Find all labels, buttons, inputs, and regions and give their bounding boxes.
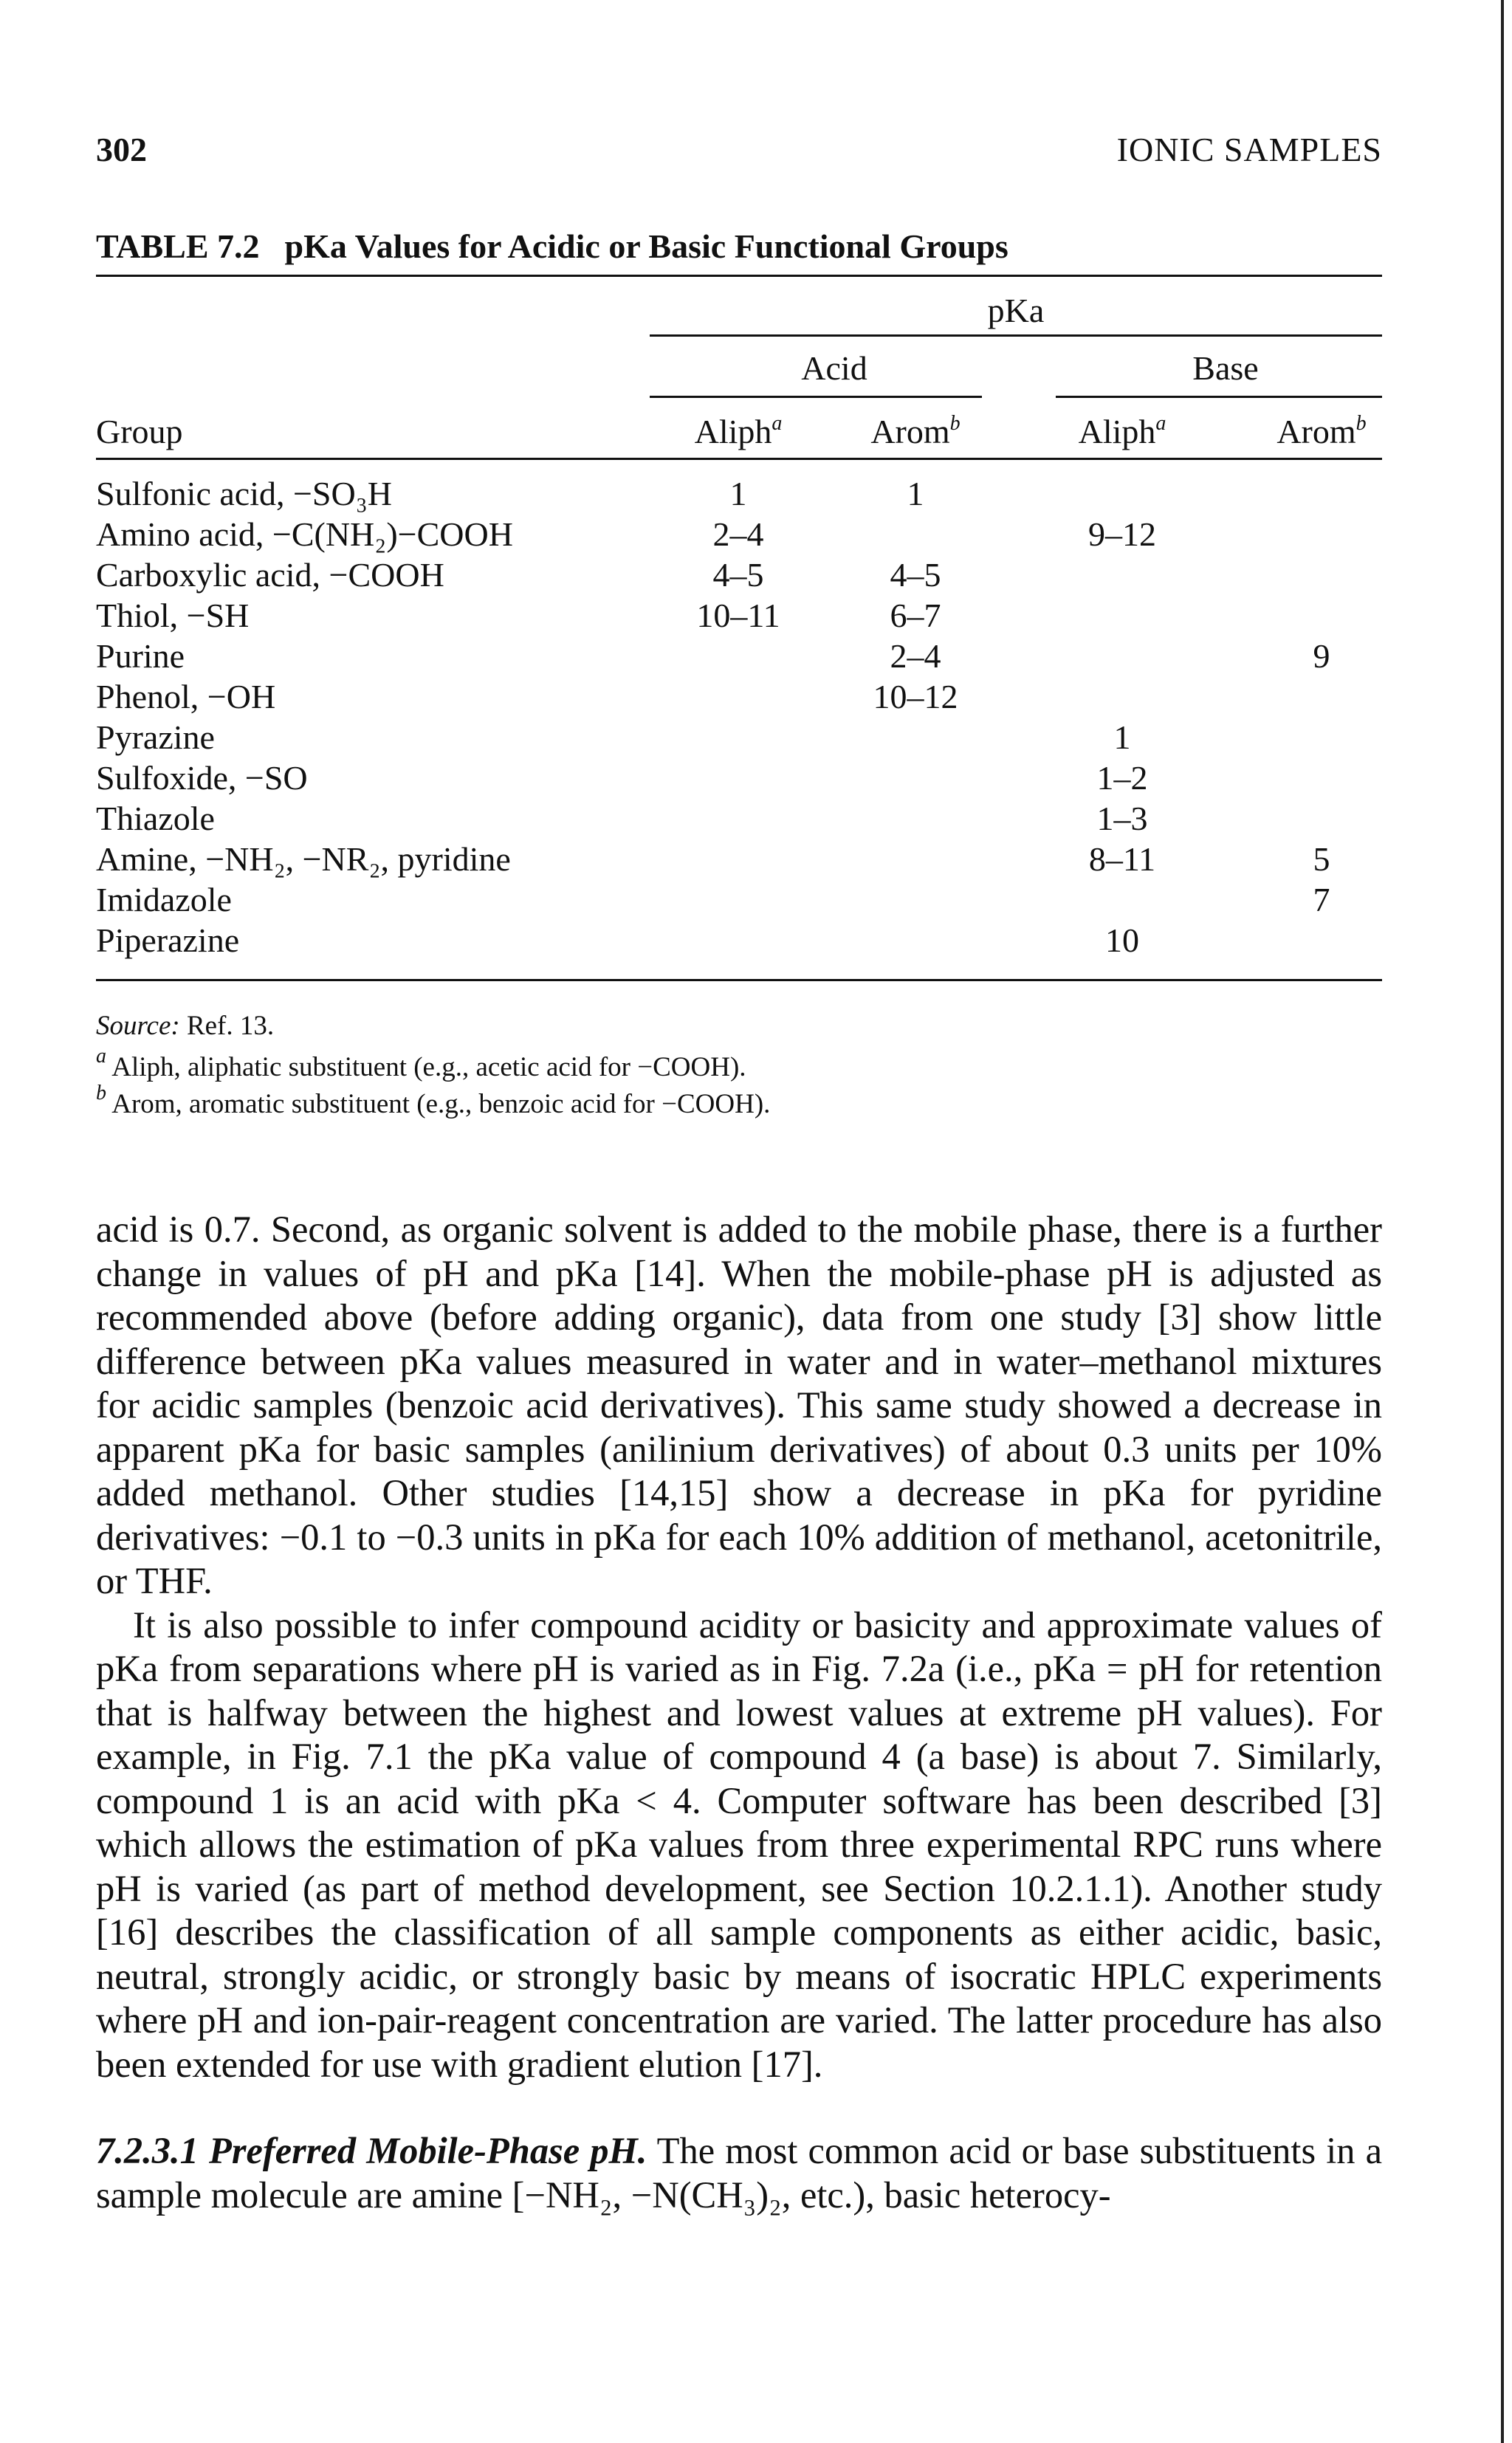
- footnote-b: $^b$ Arom, aromatic substituent (e.g., benzoic acid for −COOH).: [96, 1082, 771, 1119]
- row-group: Sulfoxide, −SO: [96, 759, 308, 797]
- row-base-arom: [1255, 920, 1388, 961]
- row-base-arom: [1255, 473, 1388, 515]
- row-base-aliph: [1056, 636, 1189, 677]
- acid-spanner-head: Acid: [801, 349, 867, 387]
- row-base-aliph: [1056, 676, 1189, 718]
- row-acid-aliph: [672, 920, 805, 961]
- row-acid-arom: 2–4: [890, 637, 941, 675]
- row-acid-arom: [849, 757, 982, 799]
- row-base-aliph: 8–11: [1088, 840, 1156, 878]
- page-header: [96, 130, 1382, 174]
- row-acid-aliph: 2–4: [712, 515, 764, 553]
- row-group: Sulfonic acid, −SO₃H: [96, 475, 392, 512]
- row-acid-arom: [849, 920, 982, 961]
- page-edge-rule: [1501, 0, 1504, 2443]
- row-base-arom: 5: [1313, 840, 1330, 878]
- acid-aliph-head: Aliph$^a$: [694, 412, 783, 450]
- row-base-arom: [1255, 757, 1388, 799]
- base-spanner-head: Base: [1192, 349, 1259, 387]
- row-acid-arom: [849, 879, 982, 921]
- paragraph: It is also possible to infer compound acidity or basicity and approximate values of pKa from separations where pH is varied as in Fig. 7.2a (i.e., pKa = pH for retention that is halfway between the highest and lowest values at extreme pH values). For example, in Fig. 7.1 the pKa value of compound 4 (a base) is about 7. Similarly, compound 1 is an acid with pKa < 4. Computer software has been described [3] which allows the estimation of pKa values from three experimental RPC runs where pH is varied (as part of method development, see Section 10.2.1.1). Another study [16] describes the classification of all sample components as either acidic, basic, neutral, strongly acidic, or strongly basic by means of isocratic HPLC experiments where pH and ion-pair-reagent concentration are varied. The latter procedure has also been extended for use with gradient elution [17].: [96, 1604, 1382, 2085]
- row-base-aliph: 1–2: [1096, 759, 1148, 797]
- row-acid-arom: [849, 717, 982, 758]
- base-arom-head: Arom$^b$: [1276, 412, 1367, 450]
- table-bottom-rule: [96, 979, 1382, 981]
- row-acid-aliph: [672, 717, 805, 758]
- row-base-aliph: [1056, 473, 1189, 515]
- row-base-arom: [1255, 554, 1388, 596]
- row-base-aliph: 10: [1105, 921, 1139, 959]
- row-base-arom: 9: [1313, 637, 1330, 675]
- row-acid-arom: 4–5: [890, 556, 941, 594]
- row-base-aliph: 1–3: [1096, 800, 1148, 837]
- body-text: [96, 1208, 1382, 2217]
- row-acid-aliph: [672, 676, 805, 718]
- table-title: pKa Values for Acidic or Basic Functional Groups: [284, 227, 1008, 265]
- base-aliph-head: Aliph$^a$: [1078, 412, 1166, 450]
- page-number: 302: [96, 131, 147, 168]
- row-base-arom: 7: [1313, 881, 1330, 918]
- row-base-aliph: [1056, 879, 1189, 921]
- row-acid-aliph: [672, 636, 805, 677]
- row-acid-aliph: 4–5: [712, 556, 764, 594]
- row-acid-arom: 6–7: [890, 597, 941, 634]
- footnote-a: $^a$ Aliph, aliphatic substituent (e.g., acetic acid for −COOH).: [96, 1045, 746, 1082]
- table-source-note: Source: Ref. 13.: [96, 1011, 275, 1041]
- subsection-heading: 7.2.3.1 Preferred Mobile-Phase pH.: [96, 2130, 647, 2171]
- row-group: Amine, −NH₂, −NR₂, pyridine: [96, 840, 511, 878]
- row-group: Purine: [96, 637, 185, 675]
- row-acid-arom: 10–12: [873, 678, 958, 715]
- row-base-arom: [1255, 595, 1388, 636]
- row-acid-aliph: [672, 757, 805, 799]
- row-base-arom: [1255, 676, 1388, 718]
- row-acid-aliph: [672, 798, 805, 839]
- paragraph: acid is 0.7. Second, as organic solvent is added to the mobile phase, there is a further change in values of pH and pKa [14]. When the mobile-phase pH is adjusted as recommended above (before adding organic), data from one study [3] show little difference between pKa values measured in water and in water–methanol mixtures for acidic samples (benzoic acid derivatives). This same study showed a decrease in apparent pKa for basic samples (anilinium derivatives) of about 0.3 units per 10% added methanol. Other studies [14,15] show a decrease in pKa for pyridine derivatives: −0.1 to −0.3 units in pKa for each 10% addition of methanol, acetonitrile, or THF.: [96, 1209, 1382, 1601]
- row-group: Thiol, −SH: [96, 597, 250, 634]
- row-acid-arom: 1: [907, 475, 924, 512]
- paragraph: The most common acid or base substituents in a sample molecule are amine [−NH₂, −N(CH₃)₂, etc.), basic heterocy-: [96, 2130, 1383, 2216]
- row-acid-arom: [849, 798, 982, 839]
- row-base-arom: [1255, 514, 1388, 555]
- table-caption: [96, 227, 1008, 266]
- group-column-head: Group: [96, 413, 183, 450]
- row-base-aliph: [1056, 554, 1189, 596]
- column-head-rule: [96, 458, 1382, 460]
- row-base-aliph: 1: [1113, 718, 1131, 756]
- row-acid-aliph: 1: [729, 475, 747, 512]
- pka-spanner-rule: [650, 334, 1382, 337]
- pka-spanner-head: pKa: [987, 292, 1045, 329]
- row-acid-arom: [849, 514, 982, 555]
- row-group: Phenol, −OH: [96, 678, 276, 715]
- row-acid-arom: [849, 839, 982, 880]
- row-base-aliph: [1056, 595, 1189, 636]
- table-top-rule: [96, 275, 1382, 277]
- subsection-paragraph: [96, 2129, 1382, 2217]
- acid-spanner-rule: [650, 396, 982, 398]
- row-group: Carboxylic acid, −COOH: [96, 556, 444, 594]
- row-acid-aliph: [672, 879, 805, 921]
- row-group: Piperazine: [96, 921, 240, 959]
- row-group: Pyrazine: [96, 718, 215, 756]
- row-base-arom: [1255, 798, 1388, 839]
- row-acid-aliph: 10–11: [696, 597, 780, 634]
- row-group: Thiazole: [96, 800, 215, 837]
- table-label: TABLE 7.2: [96, 227, 260, 265]
- row-group: Amino acid, −C(NH₂)−COOH: [96, 515, 513, 553]
- row-group: Imidazole: [96, 881, 232, 918]
- base-spanner-rule: [1056, 396, 1382, 398]
- row-base-arom: [1255, 717, 1388, 758]
- running-head: IONIC SAMPLES: [1116, 131, 1382, 168]
- row-base-aliph: 9–12: [1088, 515, 1156, 553]
- acid-arom-head: Arom$^b$: [870, 412, 961, 450]
- row-acid-aliph: [672, 839, 805, 880]
